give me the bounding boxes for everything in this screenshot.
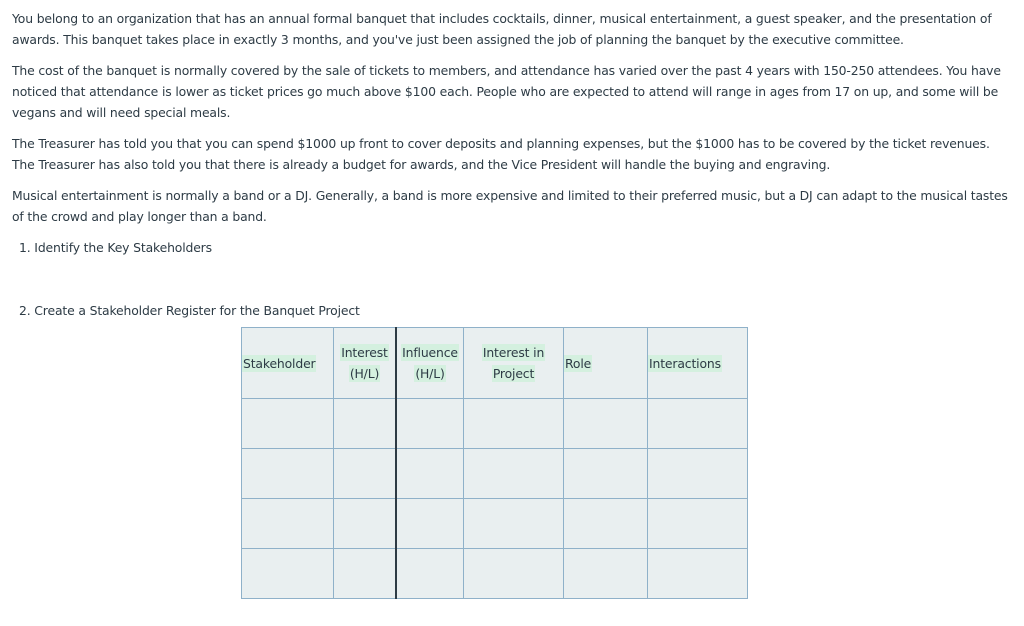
table-cell[interactable] [648,499,748,549]
table-cell[interactable] [334,499,397,549]
table-cell[interactable] [464,499,564,549]
table-cell[interactable] [242,399,334,449]
table-cell[interactable] [648,549,748,599]
paragraph-ticket-costs: The cost of the banquet is normally covered by the sale of tickets to members, and attendance has varied over the past 4 years with 150-250 attendees. You have noticed that attendance is lower as ticket prices go much above $100 each. People who are expected to attend will range in ages from 17 on up, and some will be vegans and will need special meals. [12,63,1001,120]
task-identify-stakeholders: 1. Identify the Key Stakeholders [19,240,212,255]
table-row [242,549,748,599]
table-cell[interactable] [564,449,648,499]
table-cell[interactable] [564,399,648,449]
header-influence: Influence (H/L) [396,328,464,399]
table-cell[interactable] [242,499,334,549]
table-cell[interactable] [648,399,748,449]
table-cell[interactable] [464,399,564,449]
table-cell[interactable] [464,449,564,499]
table-cell[interactable] [396,499,464,549]
table-header-row [242,328,748,399]
header-role: Role [564,328,648,399]
header-interactions: Interactions [648,328,748,399]
table-cell[interactable] [396,449,464,499]
table-cell[interactable] [564,549,648,599]
table-cell[interactable] [334,449,397,499]
stakeholder-register-table [241,327,748,599]
table-row [242,399,748,449]
table-cell[interactable] [396,399,464,449]
table-cell[interactable] [396,549,464,599]
document-body [12,8,1012,321]
header-interest: Interest (H/L) [334,328,397,399]
paragraph-banquet-intro: You belong to an organization that has an annual formal banquet that includes cocktails, dinner, musical entertainment, a guest speaker, and the presentation of awards. This banquet takes place in exactly 3 months, and you've just been assigned the job of planning the banquet by the executive committee. [12,11,992,47]
paragraph-treasurer-budget: The Treasurer has told you that you can spend $1000 up front to cover deposits and planning expenses, but the $1000 has to be covered by the ticket revenues. The Treasurer has also told you that there is already a budget for awards, and the Vice President will handle the buying and engraving. [12,136,990,172]
table-row [242,499,748,549]
table-cell[interactable] [464,549,564,599]
task-stakeholder-register: 2. Create a Stakeholder Register for the Banquet Project [19,303,360,318]
table-cell[interactable] [242,549,334,599]
paragraph-musical-entertainment: Musical entertainment is normally a band or a DJ. Generally, a band is more expensive and limited to their preferred music, but a DJ can adapt to the musical tastes of the crowd and play longer than a band. [12,188,1008,224]
table-cell[interactable] [648,449,748,499]
table-cell[interactable] [242,449,334,499]
table-cell[interactable] [334,549,397,599]
table-cell[interactable] [564,499,648,549]
table-cell[interactable] [334,399,397,449]
header-interest-in-project: Interest in Project [464,328,564,399]
table-row [242,449,748,499]
header-stakeholder: Stakeholder [242,328,334,399]
